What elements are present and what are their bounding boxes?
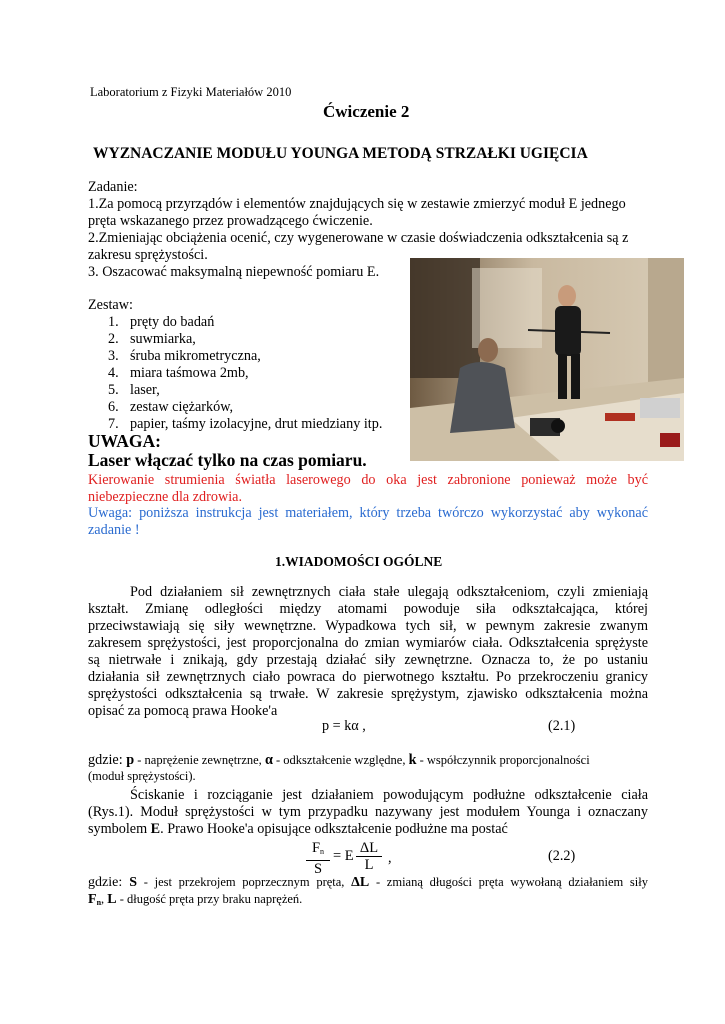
- kit-item: [108, 399, 382, 416]
- paragraph-line: działania sił zewnętrznych ciało powraca do pierwotnego kształtu. Po przekroczeniu granicy: [88, 669, 648, 685]
- paragraph-line: są nietrwałe i znikają, gdy przestają działać siły zewnętrzne. Oznacza to, że po ustaniu: [88, 652, 648, 668]
- paragraph-line: opisać za pomocą prawa Hooke'a: [88, 703, 278, 719]
- instruction-note-line: Uwaga: poniższa instrukcja jest materiałem, który trzeba twórczo wykorzystać aby wykonać: [88, 505, 648, 521]
- paragraph-line: zakresem sprężystości, jest proporcjonalna do zmian wymiarów ciała. Odkształcenia sprężyste: [88, 635, 648, 651]
- kit-item-number: 4.: [108, 365, 119, 381]
- kit-item-text: zestaw ciężarków,: [130, 399, 234, 415]
- paragraph-line: kształt. Zmianę odległości między atomami powoduje siła odkształcająca, której: [88, 601, 648, 617]
- kit-item: [108, 314, 382, 331]
- equation-number: (2.1): [548, 718, 576, 734]
- paragraph-line: Ściskanie i rozciąganie jest działaniem powodującym podłużne odkształcenie ciała: [130, 787, 648, 803]
- task-line: 1.Za pomocą przyrządów i elementów znajdujących się w zestawie zmierzyć moduł E jednego: [88, 196, 626, 212]
- equation-number: (2.2): [548, 848, 576, 864]
- kit-item-text: laser,: [130, 382, 160, 398]
- main-title: WYZNACZANIE MODUŁU YOUNGA METODĄ STRZAŁKI UGIĘCIA: [93, 145, 588, 162]
- kit-item-number: 6.: [108, 399, 119, 415]
- kit-item-number: 1.: [108, 314, 119, 330]
- task-line: pręta wskazanego przez prowadzącego ćwiczenie.: [88, 213, 373, 229]
- kit-item-number: 2.: [108, 331, 119, 347]
- definition-line: $F_n$, L - długość pręta przy braku naprężeń.: [88, 892, 303, 907]
- definition-line: gdzie: p - naprężenie zewnętrzne, α - odkształcenie względne, k - współczynnik proporcjonalności: [88, 752, 590, 768]
- kit-item-number: 7.: [108, 416, 119, 432]
- kit-list: [108, 314, 382, 433]
- laser-warning: Laser włączać tylko na czas pomiaru.: [88, 450, 367, 470]
- paragraph-line: sprężystości odkształcenia są trwałe. W zakresie sprężystym, zjawisko odkształcenia można: [88, 686, 648, 702]
- warning-heading: UWAGA:: [88, 431, 161, 451]
- kit-item-number: 5.: [108, 382, 119, 398]
- equation-comma: ,: [388, 850, 392, 866]
- kit-item-text: suwmiarka,: [130, 331, 196, 347]
- kit-item-number: 3.: [108, 348, 119, 364]
- paragraph-line: symbolem E. Prawo Hooke'a opisujące odkształcenie podłużne ma postać: [88, 821, 508, 837]
- task-label: Zadanie:: [88, 179, 138, 195]
- safety-warning-line: niebezpieczne dla zdrowia.: [88, 489, 243, 505]
- kit-item: [108, 365, 382, 382]
- definition-line: (moduł sprężystości).: [88, 769, 196, 783]
- lab-photo: [410, 258, 684, 461]
- lab-photo-image: [410, 258, 684, 461]
- lab-header: Laboratorium z Fizyki Materiałów 2010: [90, 85, 292, 99]
- kit-item: [108, 348, 382, 365]
- safety-warning-line: Kierowanie strumienia światła laserowego do oka jest zabronione ponieważ może być: [88, 472, 648, 488]
- exercise-title: Ćwiczenie 2: [323, 102, 410, 121]
- equation-2-1: p = kα ,: [322, 718, 366, 734]
- equals-young-modulus: = E: [333, 848, 354, 864]
- paragraph-line: przeciwstawiają się siły wewnętrzne. Wypadkowa tych sił, w pewnym zakresie zwanym: [88, 618, 648, 634]
- paragraph-line: Pod działaniem sił zewnętrznych ciała stałe ulegają odkształceniom, czyli zmieniają: [130, 584, 648, 600]
- task-line: 3. Oszacować maksymalną niepewność pomiaru E.: [88, 264, 380, 280]
- kit-item-text: papier, taśmy izolacyjne, drut miedziany itp.: [130, 416, 383, 432]
- task-line: 2.Zmieniając obciążenia ocenić, czy wygenerowane w czasie doświadczenia odkształcenia są z: [88, 230, 629, 246]
- task-line: zakresu sprężystości.: [88, 247, 208, 263]
- kit-item-text: śruba mikrometryczna,: [130, 348, 261, 364]
- section-heading: 1.WIADOMOŚCI OGÓLNE: [275, 554, 443, 569]
- instruction-note-line: zadanie !: [88, 522, 140, 538]
- kit-item-text: miara taśmowa 2mb,: [130, 365, 249, 381]
- fraction-strain: $\frac{\Delta L}{L}$: [356, 840, 382, 874]
- definition-line: gdzie: S - jest przekrojem poprzecznym pręta, ΔL - zmianą długości pręta wywołaną działaniem siły: [88, 875, 648, 890]
- kit-item: [108, 331, 382, 348]
- kit-item-text: pręty do badań: [130, 314, 215, 330]
- kit-label: Zestaw:: [88, 297, 133, 313]
- paragraph-line: (Rys.1). Moduł sprężystości w tym przypadku nazywany jest modułem Younga i oznaczany: [88, 804, 648, 820]
- fraction-force-area: $\frac{F_n}{S}$: [306, 840, 330, 878]
- kit-item: [108, 382, 382, 399]
